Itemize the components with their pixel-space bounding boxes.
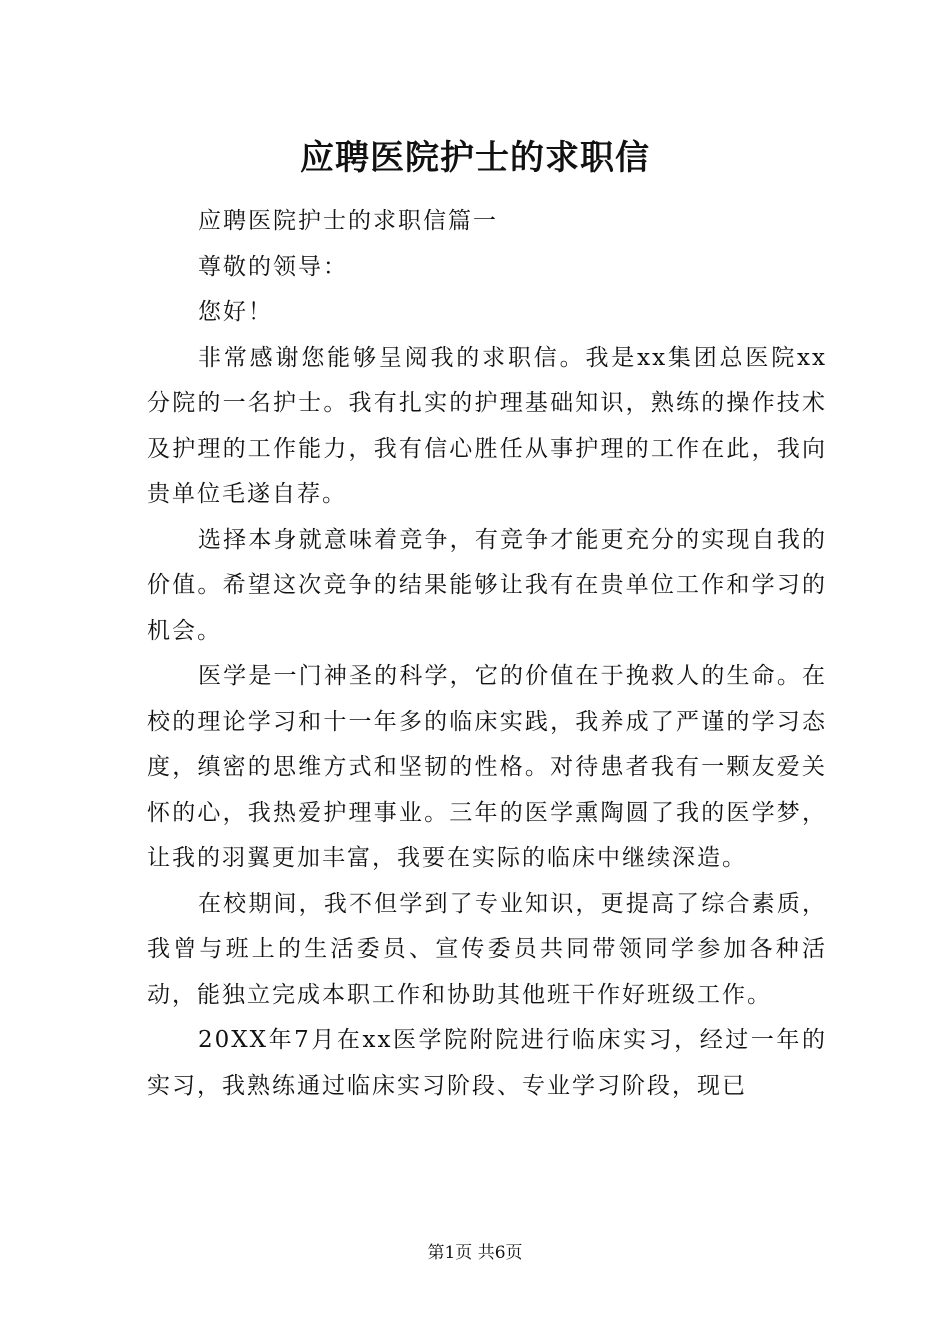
page-number-footer: 第1页 共6页 xyxy=(427,1243,523,1263)
paragraph: 在校期间，我不但学到了专业知识，更提高了综合素质，我曾与班上的生活委员、宣传委员共同带领同学参加各种活动，能独立完成本职工作和协助其他班干作好班级工作。 xyxy=(147,890,827,1008)
paragraph: 医学是一门神圣的科学，它的价值在于挽救人的生命。在校的理论学习和十一年多的临床实践，我养成了严谨的学习态度，缜密的思维方式和坚韧的性格。对待患者我有一颗友爱关怀的心，我热爱护理事业。三年的医学熏陶圆了我的医学梦，让我的羽翼更加丰富，我要在实际的临床中继续深造。 xyxy=(147,663,827,871)
paragraph-greeting: 您好！ xyxy=(198,299,273,325)
document-title: 应聘医院护士的求职信 xyxy=(300,138,650,178)
paragraph-salutation: 尊敬的领导： xyxy=(198,253,348,280)
document-body xyxy=(147,199,827,1109)
paragraph-heading: 应聘医院护士的求职信篇一 xyxy=(198,208,498,234)
paragraph: 20XX年7月在xx医学院附院进行临床实习，经过一年的实习，我熟练通过临床实习阶段、专业学习阶段，现已 xyxy=(147,1027,827,1099)
paragraph: 选择本身就意味着竞争，有竞争才能更充分的实现自我的价值。希望这次竞争的结果能够让我有在贵单位工作和学习的机会。 xyxy=(147,526,827,644)
paragraph: 非常感谢您能够呈阅我的求职信。我是xx集团总医院xx分院的一名护士。我有扎实的护理基础知识，熟练的操作技术及护理的工作能力，我有信心胜任从事护理的工作在此，我向贵单位毛遂自荐。 xyxy=(147,344,827,507)
